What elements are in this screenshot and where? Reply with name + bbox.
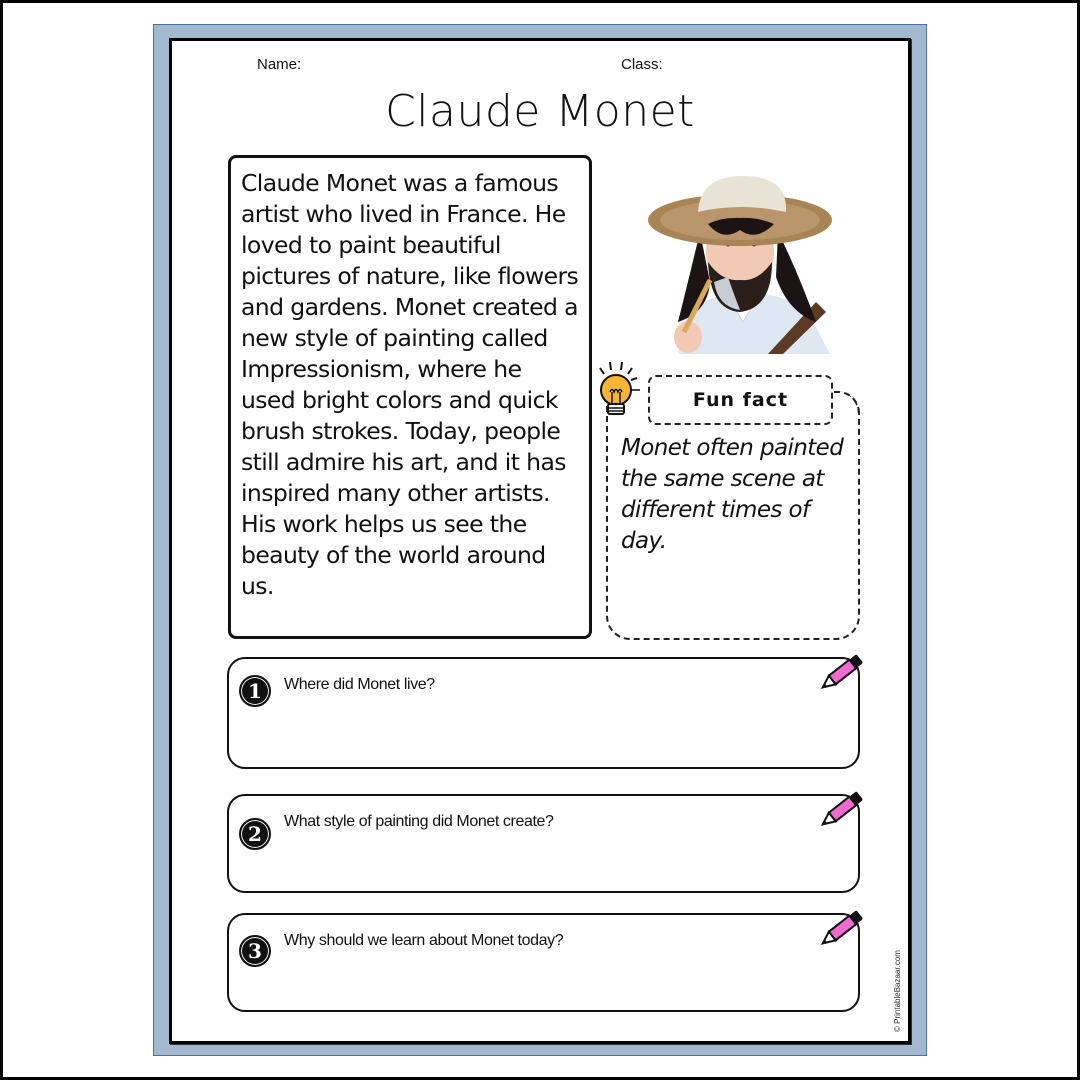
question-2-answer-box[interactable]	[227, 794, 860, 893]
monet-portrait-illustration	[648, 172, 838, 354]
question-3-answer-box[interactable]	[227, 913, 860, 1012]
question-number-badge: 2	[239, 818, 271, 850]
question-1-answer-box[interactable]	[227, 657, 860, 769]
pencil-icon	[816, 907, 868, 951]
pencil-icon	[816, 788, 868, 832]
class-label: Class:	[621, 56, 663, 73]
fun-fact-text: Monet often painted the same scene at different times of day.	[621, 435, 844, 554]
copyright-notice: © PrintableBazaar.com	[893, 950, 902, 1032]
fun-fact-label: Fun fact	[692, 389, 789, 411]
fun-fact-header	[648, 375, 833, 425]
question-text: Why should we learn about Monet today?	[284, 932, 564, 949]
pencil-icon	[816, 651, 868, 695]
reading-passage-box	[228, 155, 592, 639]
reading-passage-text: Claude Monet was a famous artist who lived in France. He loved to paint beautiful pictures of nature, like flowers and gardens. Monet created a new style of painting called Impressionism, where he used bright colors and quick brush strokes. Today, people still admire his art, and it has inspired many other artists. His work helps us see the beauty of the world around us.	[241, 169, 579, 600]
lightbulb-icon	[594, 360, 640, 422]
question-number-badge: 3	[239, 935, 271, 967]
worksheet-title: Claude Monet	[385, 86, 695, 137]
name-label: Name:	[257, 56, 302, 73]
question-number-badge: 1	[239, 675, 271, 707]
question-text: What style of painting did Monet create?	[284, 813, 554, 830]
question-text: Where did Monet live?	[284, 676, 435, 693]
